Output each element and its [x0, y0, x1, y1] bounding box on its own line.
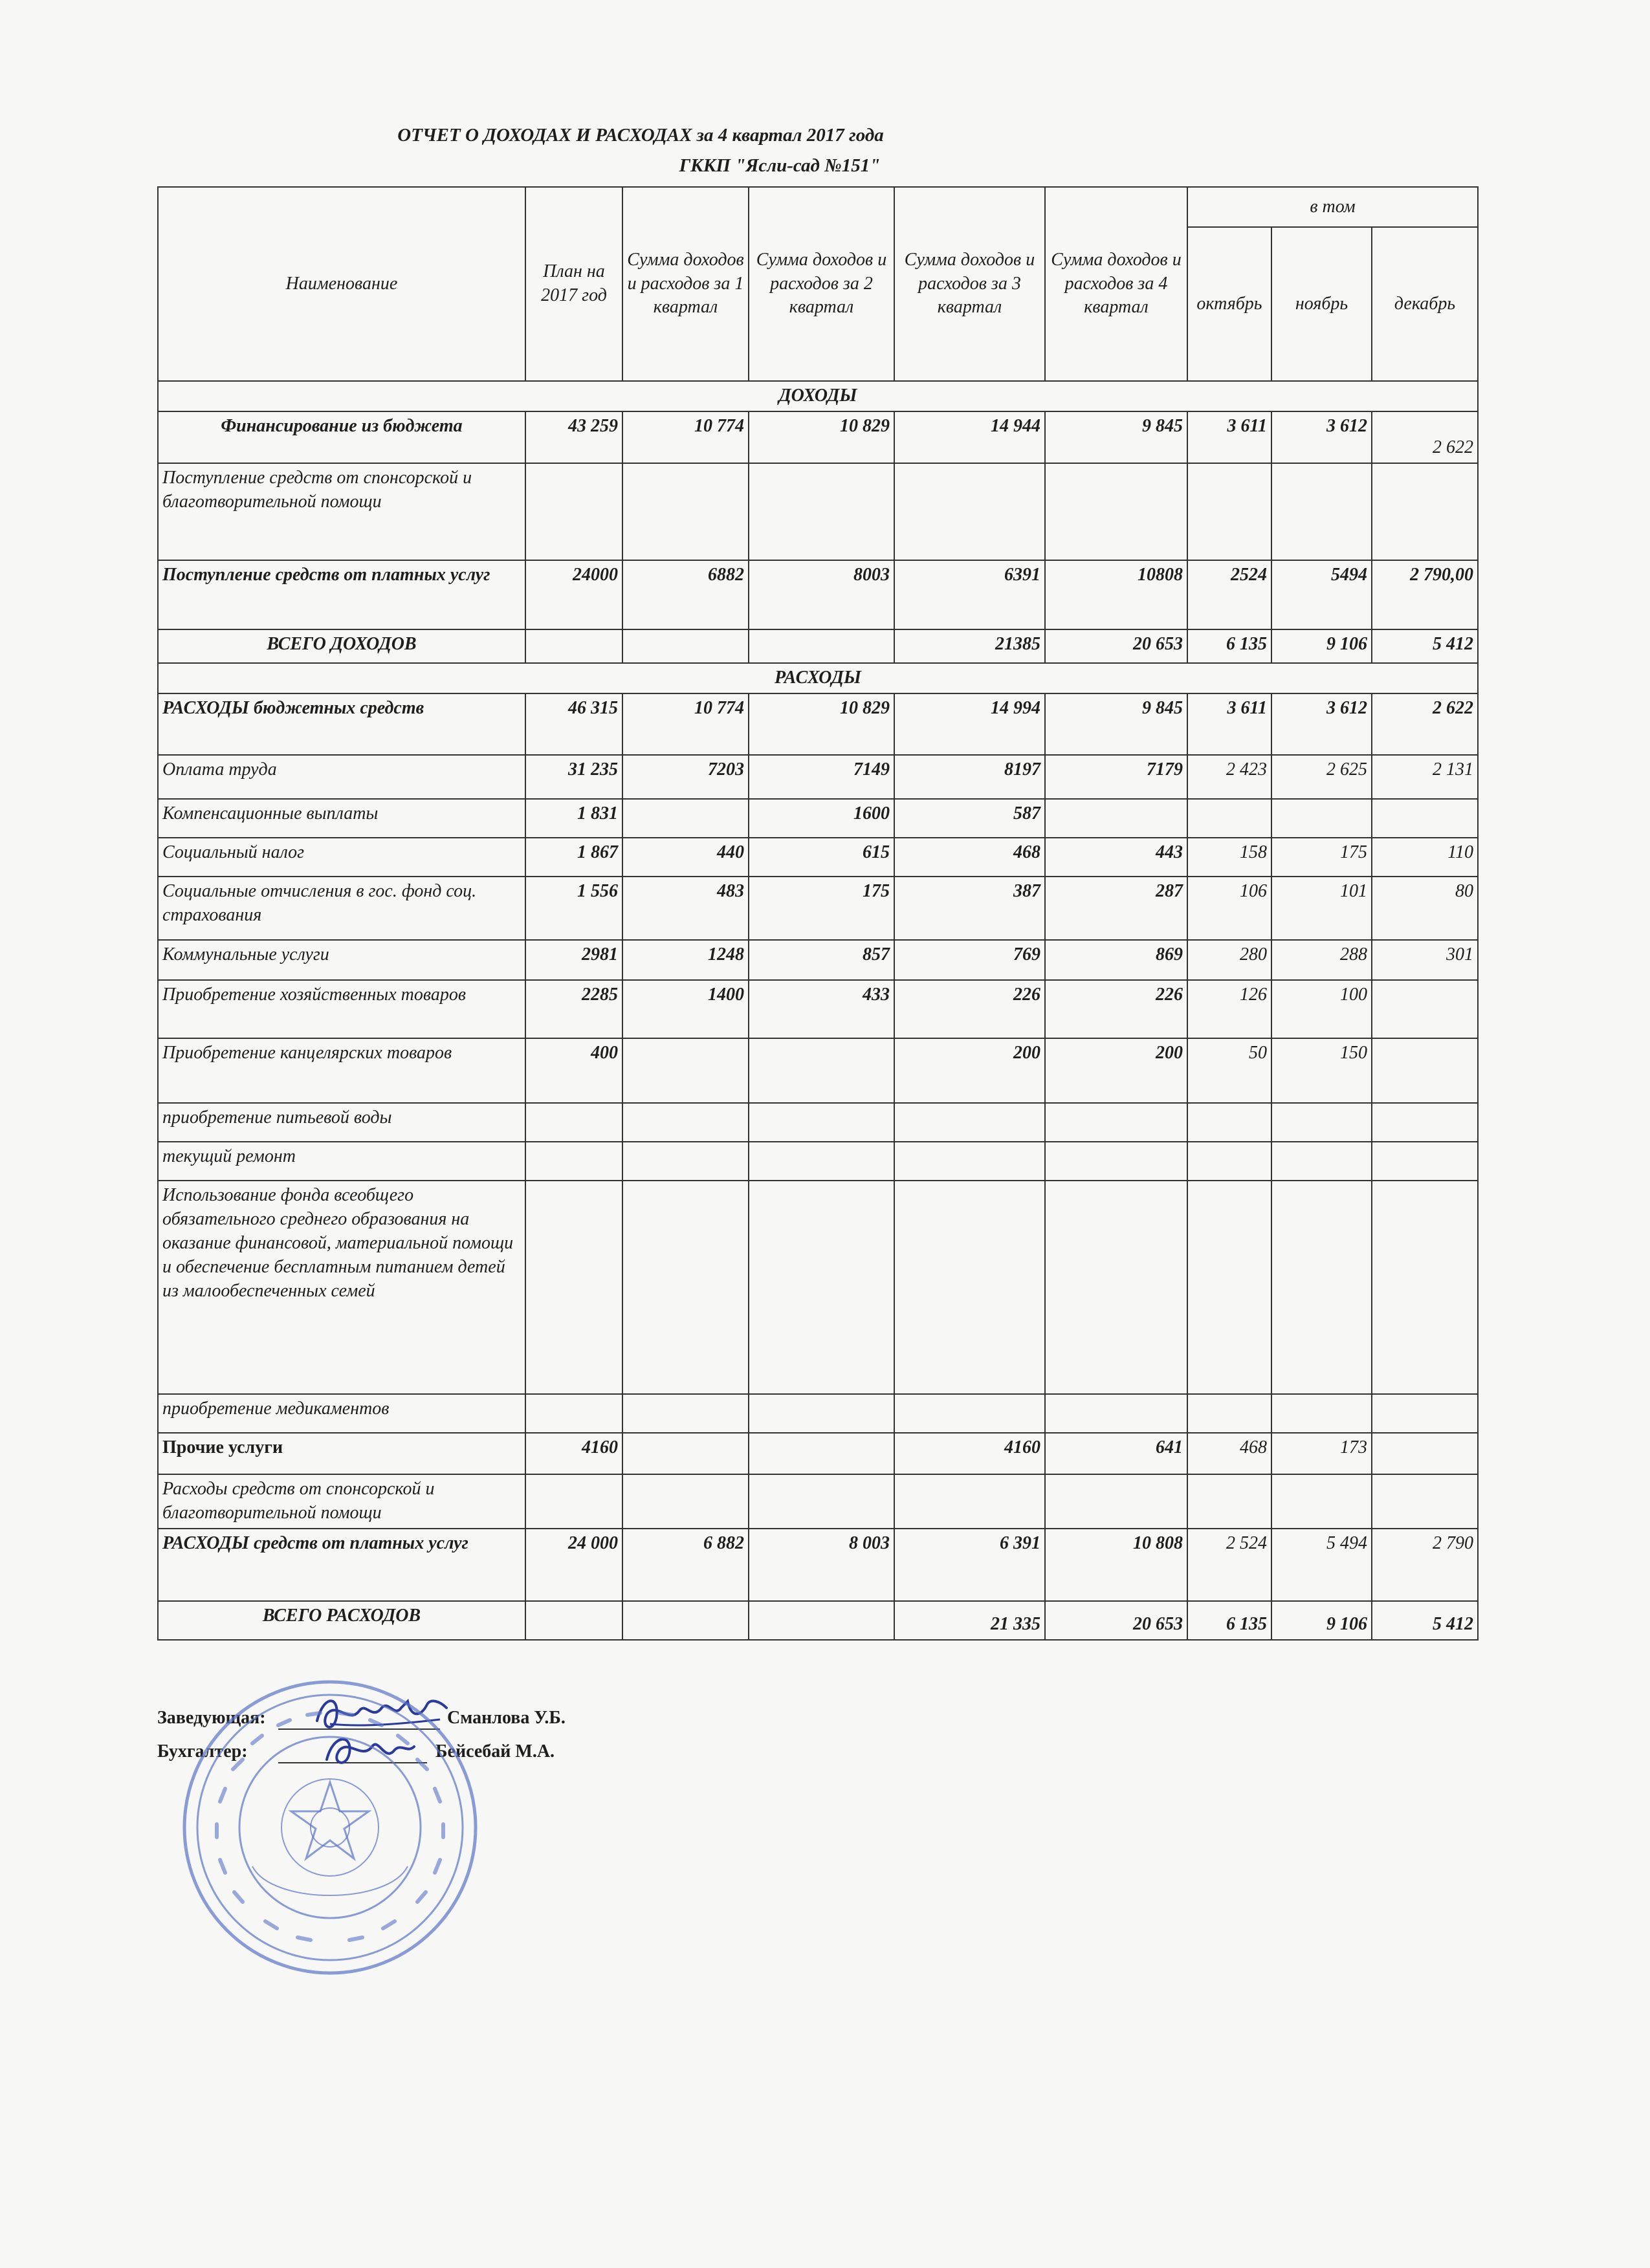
table-row: [158, 1142, 1478, 1181]
cell-dec: [1372, 1103, 1478, 1142]
cell-q4: [1045, 1474, 1187, 1529]
cell-nov: 3 612: [1271, 693, 1372, 755]
cell-oct: [1187, 463, 1271, 560]
cell-plan: 2285: [525, 980, 622, 1038]
cell-q1: 440: [622, 838, 749, 877]
cell-nov: [1271, 1394, 1372, 1433]
cell-q1: [622, 1038, 749, 1103]
cell-plan: [525, 1142, 622, 1181]
cell-plan: 4160: [525, 1433, 622, 1474]
cell-q4: 9 845: [1045, 411, 1187, 463]
header-nov: ноябрь: [1271, 227, 1372, 381]
accountant-name: Бейсебай М.А.: [435, 1741, 555, 1761]
cell-q3: 6391: [894, 560, 1045, 629]
cell-q4: 20 653: [1045, 1601, 1187, 1640]
cell-q1: 6882: [622, 560, 749, 629]
cell-q4: [1045, 1103, 1187, 1142]
cell-nov: 5494: [1271, 560, 1372, 629]
row-name: Финансирование из бюджета: [158, 411, 525, 463]
cell-dec: 301: [1372, 940, 1478, 980]
cell-q3: 21 335: [894, 1601, 1045, 1640]
table-row: [158, 693, 1478, 755]
cell-q1: 6 882: [622, 1529, 749, 1601]
cell-plan: 1 831: [525, 799, 622, 838]
head-name: Сманлова У.Б.: [447, 1708, 566, 1728]
cell-oct: 2524: [1187, 560, 1271, 629]
cell-q3: 587: [894, 799, 1045, 838]
cell-q2: [749, 1038, 894, 1103]
row-name: Использование фонда всеобщего обязательного среднего образования на оказание финансовой, материальной помощи и обеспечение бесплатным питанием детей из малообеспеченных семей: [158, 1181, 525, 1394]
cell-q4: 226: [1045, 980, 1187, 1038]
table-row: [158, 877, 1478, 940]
header-q1: Сумма доходов и расходов за 1 квартал: [622, 187, 749, 381]
cell-q1: 7203: [622, 755, 749, 799]
official-stamp: [175, 1672, 485, 1983]
cell-oct: 2 423: [1187, 755, 1271, 799]
cell-oct: [1187, 799, 1271, 838]
row-name: текущий ремонт: [158, 1142, 525, 1181]
cell-q4: 10 808: [1045, 1529, 1187, 1601]
cell-dec: [1372, 1142, 1478, 1181]
table-row: [158, 1394, 1478, 1433]
cell-oct: [1187, 1181, 1271, 1394]
cell-dec: [1372, 1181, 1478, 1394]
cell-oct: 468: [1187, 1433, 1271, 1474]
cell-q2: [749, 1433, 894, 1474]
cell-plan: 400: [525, 1038, 622, 1103]
cell-q2: 1600: [749, 799, 894, 838]
cell-nov: 9 106: [1271, 629, 1372, 663]
cell-oct: 280: [1187, 940, 1271, 980]
cell-nov: [1271, 463, 1372, 560]
cell-plan: 31 235: [525, 755, 622, 799]
cell-q4: [1045, 1181, 1187, 1394]
row-name: РАСХОДЫ средств от платных услуг: [158, 1529, 525, 1601]
cell-q2: [749, 463, 894, 560]
header-q2: Сумма доходов и расходов за 2 квартал: [749, 187, 894, 381]
cell-q3: 14 944: [894, 411, 1045, 463]
row-name: Компенсационные выплаты: [158, 799, 525, 838]
cell-nov: [1271, 799, 1372, 838]
cell-nov: 3 612: [1271, 411, 1372, 463]
cell-q1: [622, 1142, 749, 1181]
cell-oct: 106: [1187, 877, 1271, 940]
cell-q2: 615: [749, 838, 894, 877]
cell-q2: [749, 1142, 894, 1181]
cell-nov: 100: [1271, 980, 1372, 1038]
cell-dec: 80: [1372, 877, 1478, 940]
cell-nov: 5 494: [1271, 1529, 1372, 1601]
row-name: Поступление средств от платных услуг: [158, 560, 525, 629]
cell-q1: [622, 1181, 749, 1394]
cell-nov: [1271, 1474, 1372, 1529]
table-row: [158, 411, 1478, 463]
cell-plan: 2981: [525, 940, 622, 980]
cell-oct: 3 611: [1187, 693, 1271, 755]
table-row: [158, 1038, 1478, 1103]
cell-q4: 443: [1045, 838, 1187, 877]
table-row: [158, 755, 1478, 799]
cell-nov: 150: [1271, 1038, 1372, 1103]
table-row: [158, 1103, 1478, 1142]
cell-dec: [1372, 799, 1478, 838]
cell-plan: [525, 629, 622, 663]
cell-nov: [1271, 1142, 1372, 1181]
cell-nov: 9 106: [1271, 1601, 1372, 1640]
cell-plan: 43 259: [525, 411, 622, 463]
cell-q4: [1045, 799, 1187, 838]
cell-q4: 200: [1045, 1038, 1187, 1103]
cell-q3: [894, 1181, 1045, 1394]
cell-oct: 158: [1187, 838, 1271, 877]
cell-nov: 173: [1271, 1433, 1372, 1474]
table-row: [158, 560, 1478, 629]
cell-q1: 483: [622, 877, 749, 940]
table-row: [158, 1529, 1478, 1601]
cell-q1: [622, 799, 749, 838]
row-name: ВСЕГО ДОХОДОВ: [158, 629, 525, 663]
cell-plan: 24000: [525, 560, 622, 629]
cell-q2: [749, 1181, 894, 1394]
row-name: Поступление средств от спонсорской и благотворительной помощи: [158, 463, 525, 560]
cell-q1: 1400: [622, 980, 749, 1038]
table-row: [158, 799, 1478, 838]
cell-plan: [525, 1181, 622, 1394]
cell-q3: 200: [894, 1038, 1045, 1103]
row-name: приобретение медикаментов: [158, 1394, 525, 1433]
header-name: Наименование: [158, 187, 525, 381]
cell-q3: [894, 1474, 1045, 1529]
row-name: приобретение питьевой воды: [158, 1103, 525, 1142]
cell-q3: 14 994: [894, 693, 1045, 755]
cell-q2: [749, 1394, 894, 1433]
cell-q3: 468: [894, 838, 1045, 877]
cell-plan: 24 000: [525, 1529, 622, 1601]
cell-q2: 8 003: [749, 1529, 894, 1601]
cell-oct: [1187, 1142, 1271, 1181]
table-row: [158, 463, 1478, 560]
cell-q1: 10 774: [622, 693, 749, 755]
cell-plan: [525, 1474, 622, 1529]
table-row: [158, 980, 1478, 1038]
cell-q1: [622, 1601, 749, 1640]
cell-plan: 1 867: [525, 838, 622, 877]
cell-q1: [622, 1103, 749, 1142]
cell-oct: [1187, 1394, 1271, 1433]
cell-q2: 10 829: [749, 411, 894, 463]
cell-q4: [1045, 463, 1187, 560]
cell-q4: 641: [1045, 1433, 1187, 1474]
cell-q4: 7179: [1045, 755, 1187, 799]
header-q4: Сумма доходов и расходов за 4 квартал: [1045, 187, 1187, 381]
header-dec: декабрь: [1372, 227, 1478, 381]
header-plan: План на 2017 год: [525, 187, 622, 381]
cell-nov: [1271, 1103, 1372, 1142]
cell-dec: 5 412: [1372, 629, 1478, 663]
cell-q1: [622, 1433, 749, 1474]
cell-dec: 2 622: [1372, 411, 1478, 463]
cell-q1: 10 774: [622, 411, 749, 463]
cell-oct: 3 611: [1187, 411, 1271, 463]
cell-dec: 2 622: [1372, 693, 1478, 755]
cell-q1: 1248: [622, 940, 749, 980]
cell-q2: [749, 1474, 894, 1529]
cell-q3: [894, 463, 1045, 560]
cell-q2: 857: [749, 940, 894, 980]
cell-dec: 5 412: [1372, 1601, 1478, 1640]
cell-plan: 46 315: [525, 693, 622, 755]
cell-oct: [1187, 1103, 1271, 1142]
row-name: Приобретение хозяйственных товаров: [158, 980, 525, 1038]
cell-q4: 20 653: [1045, 629, 1187, 663]
cell-q2: 433: [749, 980, 894, 1038]
cell-oct: 2 524: [1187, 1529, 1271, 1601]
cell-q4: 10808: [1045, 560, 1187, 629]
cell-q3: 226: [894, 980, 1045, 1038]
cell-q4: [1045, 1394, 1187, 1433]
cell-q2: [749, 1103, 894, 1142]
row-name: Оплата труда: [158, 755, 525, 799]
report-table: [157, 186, 1479, 1641]
table-row: [158, 1433, 1478, 1474]
report-subtitle: ГККП "Ясли-сад №151": [679, 155, 881, 176]
cell-oct: 6 135: [1187, 1601, 1271, 1640]
row-name: Социальные отчисления в гос. фонд соц. страхования: [158, 877, 525, 940]
cell-oct: 6 135: [1187, 629, 1271, 663]
section-income: ДОХОДЫ: [158, 381, 1478, 411]
cell-q3: 21385: [894, 629, 1045, 663]
cell-q2: [749, 629, 894, 663]
cell-q3: 4160: [894, 1433, 1045, 1474]
cell-q2: [749, 1601, 894, 1640]
cell-q1: [622, 463, 749, 560]
row-name: РАСХОДЫ бюджетных средств: [158, 693, 525, 755]
header-q3: Сумма доходов и расходов за 3 квартал: [894, 187, 1045, 381]
cell-nov: 101: [1271, 877, 1372, 940]
cell-dec: [1372, 1474, 1478, 1529]
table-row: [158, 1181, 1478, 1394]
table-row: [158, 838, 1478, 877]
cell-q3: [894, 1103, 1045, 1142]
cell-q2: 10 829: [749, 693, 894, 755]
cell-q1: [622, 1474, 749, 1529]
cell-plan: [525, 463, 622, 560]
cell-q2: 8003: [749, 560, 894, 629]
cell-dec: [1372, 1394, 1478, 1433]
row-name: Социальный налог: [158, 838, 525, 877]
cell-dec: 2 790: [1372, 1529, 1478, 1601]
row-name: Расходы средств от спонсорской и благотворительной помощи: [158, 1474, 525, 1529]
row-name: Коммунальные услуги: [158, 940, 525, 980]
cell-nov: 2 625: [1271, 755, 1372, 799]
cell-q3: 769: [894, 940, 1045, 980]
accountant-label: Бухгалтер:: [157, 1741, 248, 1761]
cell-plan: 1 556: [525, 877, 622, 940]
cell-plan: [525, 1601, 622, 1640]
head-label: Заведующая:: [157, 1708, 266, 1728]
cell-dec: [1372, 463, 1478, 560]
cell-q3: 8197: [894, 755, 1045, 799]
cell-dec: 110: [1372, 838, 1478, 877]
cell-dec: [1372, 1038, 1478, 1103]
table-row: [158, 1474, 1478, 1529]
cell-dec: 2 131: [1372, 755, 1478, 799]
cell-plan: [525, 1103, 622, 1142]
report-title: ОТЧЕТ О ДОХОДАХ И РАСХОДАХ за 4 квартал 2017 года: [397, 125, 884, 146]
table-row-total: [158, 629, 1478, 663]
cell-dec: [1372, 1433, 1478, 1474]
cell-nov: [1271, 1181, 1372, 1394]
table-row-total: [158, 1601, 1478, 1640]
cell-q2: 7149: [749, 755, 894, 799]
header-incl: в том: [1187, 187, 1478, 227]
cell-q4: 287: [1045, 877, 1187, 940]
row-name: Прочие услуги: [158, 1433, 525, 1474]
cell-dec: [1372, 980, 1478, 1038]
cell-oct: 50: [1187, 1038, 1271, 1103]
cell-q1: [622, 1394, 749, 1433]
cell-q1: [622, 629, 749, 663]
section-expense: РАСХОДЫ: [158, 663, 1478, 693]
cell-dec: 2 790,00: [1372, 560, 1478, 629]
cell-q3: 387: [894, 877, 1045, 940]
cell-q4: 869: [1045, 940, 1187, 980]
cell-q3: [894, 1394, 1045, 1433]
row-name: ВСЕГО РАСХОДОВ: [158, 1601, 525, 1640]
cell-nov: 175: [1271, 838, 1372, 877]
table-row: [158, 940, 1478, 980]
cell-plan: [525, 1394, 622, 1433]
cell-q3: 6 391: [894, 1529, 1045, 1601]
cell-oct: [1187, 1474, 1271, 1529]
cell-q3: [894, 1142, 1045, 1181]
cell-q4: [1045, 1142, 1187, 1181]
cell-oct: 126: [1187, 980, 1271, 1038]
header-oct: октябрь: [1187, 227, 1271, 381]
cell-q4: 9 845: [1045, 693, 1187, 755]
cell-q2: 175: [749, 877, 894, 940]
cell-nov: 288: [1271, 940, 1372, 980]
row-name: Приобретение канцелярских товаров: [158, 1038, 525, 1103]
